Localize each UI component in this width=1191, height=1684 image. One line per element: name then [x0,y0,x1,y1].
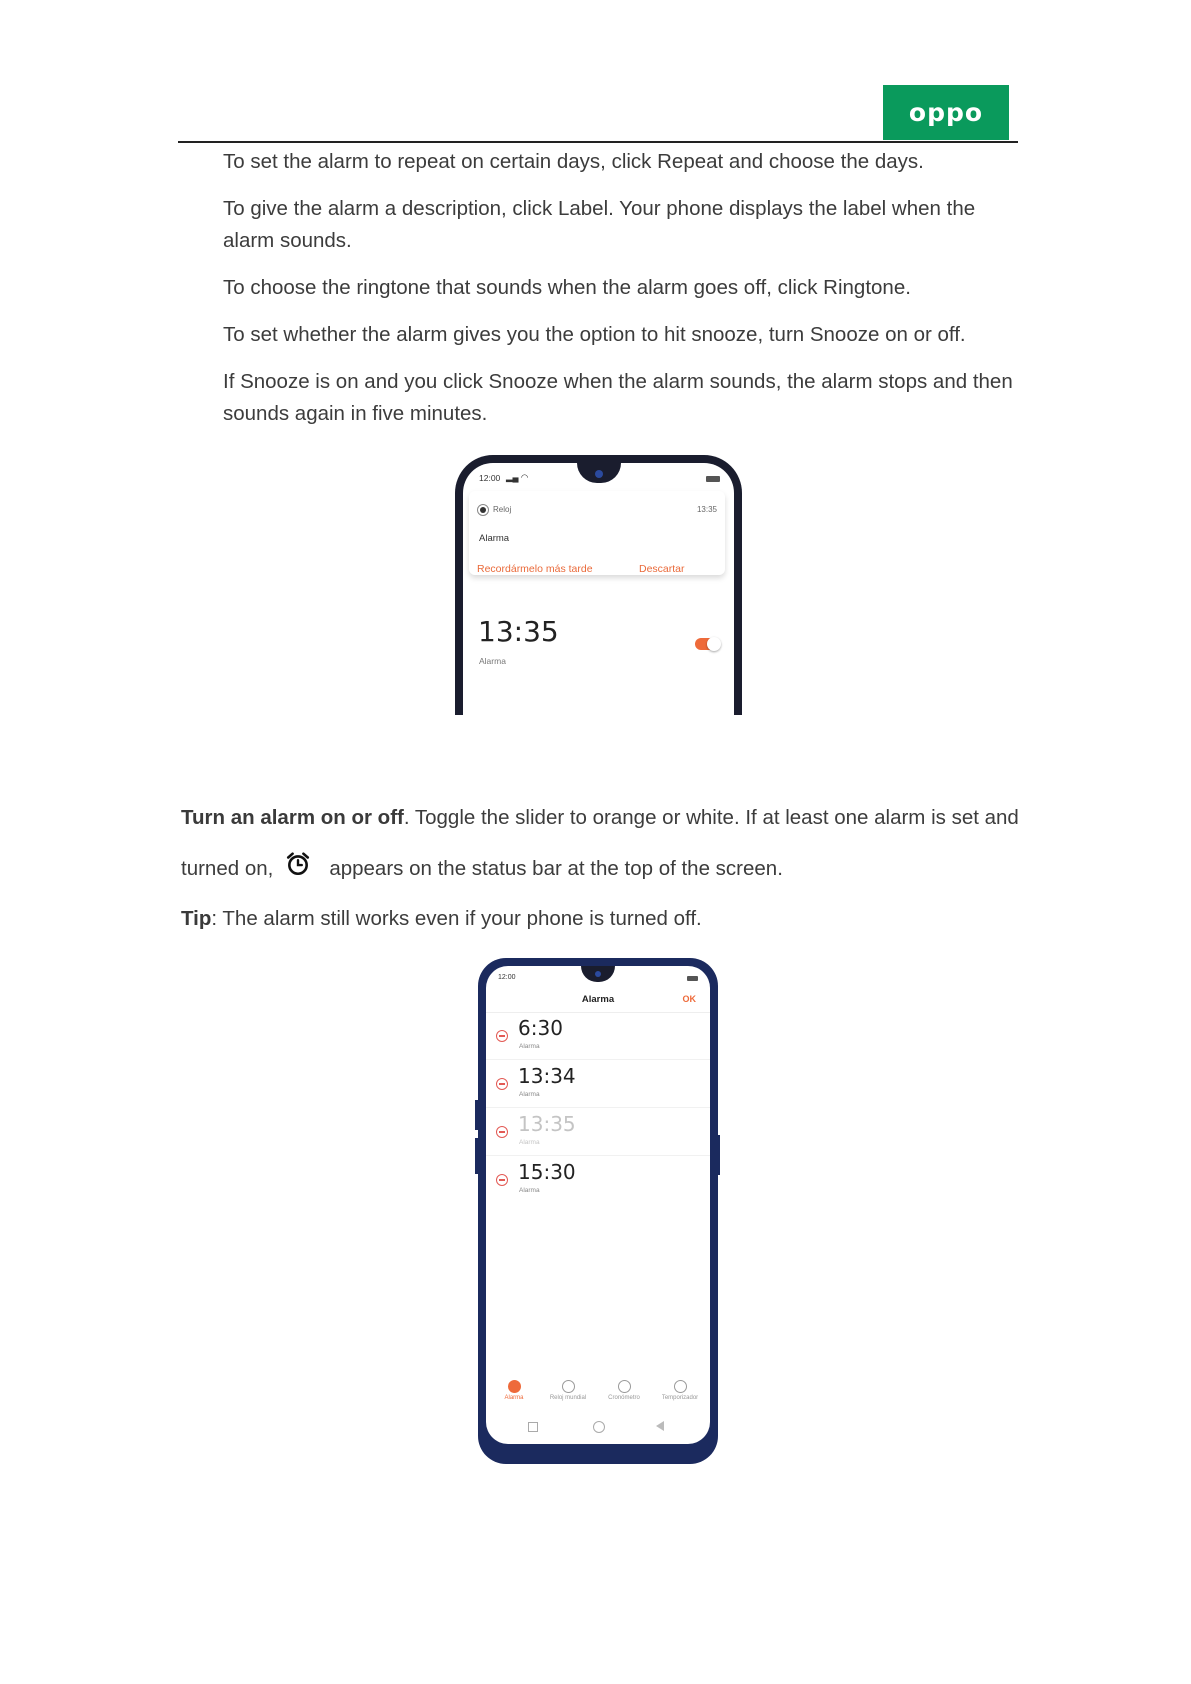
repeat-paragraph: To set the alarm to repeat on certain days, click Repeat and choose the days. [223,150,924,173]
alarm-time: 15:30 [518,1160,576,1184]
alarm-tab-icon [508,1380,521,1393]
phone-frame [455,455,742,715]
ringtone-paragraph: To choose the ringtone that sounds when the alarm goes off, click Ringtone. [223,276,911,299]
alarm-label: Alarma [519,1139,540,1146]
status-time: 12:00 [479,473,501,483]
alarm-header: Alarma [581,994,615,1005]
phone-screenshot-notification [455,455,742,715]
tip-heading: Tip [181,907,212,930]
logo-text: oppo [908,98,984,127]
dismiss-button[interactable]: Descartar [639,563,685,575]
battery-icon [706,476,720,482]
snooze-info-paragraph: If Snooze is on and you click Snooze when the alarm sounds, the alarm stops and then sounds again in five minutes. [223,370,1013,425]
alarm-row[interactable] [486,1108,710,1156]
delete-icon[interactable] [496,1030,508,1042]
alarm-label: Alarma [519,1043,540,1050]
stopwatch-icon [618,1380,631,1393]
tab-bar [486,1376,710,1410]
alarm-row[interactable] [486,1060,710,1108]
alarm-label: Alarma [519,1187,540,1194]
alarm-toggle[interactable] [695,638,719,650]
label-paragraph: To give the alarm a description, click Label. Your phone displays the label when the alarm sounds. [223,197,976,252]
snooze-toggle-paragraph: To set whether the alarm gives you the option to hit snooze, turn Snooze on or off. [223,323,966,346]
alarm-time: 6:30 [518,1016,563,1040]
phone-screen [463,463,734,715]
notification-app: Reloj [493,505,512,514]
tab-label: Temporizador [661,1395,699,1401]
tab-label: Cronómetro [608,1395,640,1401]
back-icon[interactable] [656,1421,664,1431]
turn-alarm-paragraph [181,792,1021,894]
clock-app-icon [477,504,489,516]
alarm-label: Alarma [479,656,506,666]
phone-screenshot-alarm-list [478,958,718,1464]
snooze-button[interactable]: Recordármelo más tarde [477,563,593,575]
delete-icon[interactable] [496,1126,508,1138]
tab-world-clock[interactable] [540,1376,596,1401]
alarm-row[interactable] [486,1156,710,1204]
tab-label: Reloj mundial [549,1395,587,1401]
notification-time: 13:35 [696,505,717,514]
nav-bar [486,1410,710,1444]
tab-label: Alarma [504,1395,524,1401]
turn-alarm-heading: Turn an alarm on or off [181,806,404,829]
ok-button[interactable]: OK [682,994,696,1004]
alarm-clock-icon [285,851,311,877]
tip-paragraph [181,903,1021,935]
alarm-time: 13:35 [478,615,559,648]
phone-screen [486,966,710,1444]
timer-icon [674,1380,687,1393]
home-icon[interactable] [593,1421,605,1433]
camera-icon [595,971,601,977]
tab-alarm[interactable] [486,1376,542,1401]
delete-icon[interactable] [496,1078,508,1090]
toggle-knob [707,637,721,651]
camera-icon [595,470,603,478]
header-rule [178,141,1018,143]
delete-icon[interactable] [496,1174,508,1186]
signal-wifi-icon: ▂▄ ◠ [506,472,529,482]
battery-icon [687,976,698,981]
alarm-time: 13:34 [518,1064,576,1088]
recents-icon[interactable] [528,1422,538,1432]
alarm-row[interactable] [486,1012,710,1060]
alarm-label: Alarma [519,1091,540,1098]
alarm-time: 13:35 [518,1112,576,1136]
globe-icon [562,1380,575,1393]
alarm-notification[interactable] [469,491,725,575]
turn-alarm-text1: . Toggle the slider to orange or white. If at least one alarm is set and turned on, [181,806,1019,880]
tab-timer[interactable] [652,1376,708,1401]
tab-stopwatch[interactable] [596,1376,652,1401]
status-time: 12:00 [498,974,516,981]
notification-title: Alarma [479,533,510,544]
oppo-logo [883,85,1009,140]
tip-text: : The alarm still works even if your phone is turned off. [211,907,702,930]
turn-alarm-text2: appears on the status bar at the top of the screen. [329,857,783,880]
